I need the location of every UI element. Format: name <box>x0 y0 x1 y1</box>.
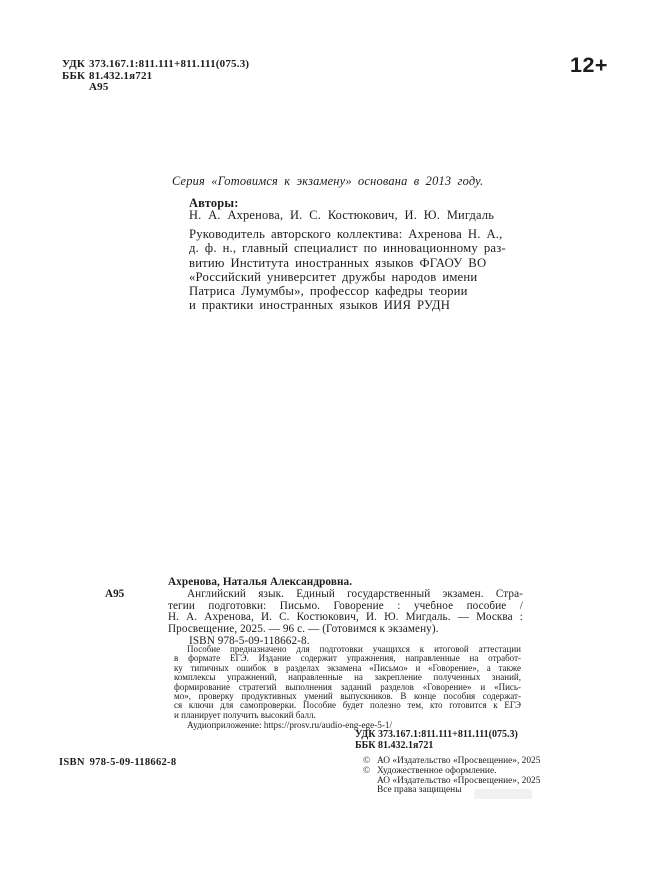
udk-label: УДК <box>62 58 86 70</box>
copyright-text: АО «Издательство «Просвещение», 2025 <box>377 775 541 786</box>
leader-line: Руководитель авторского коллектива: Ахренова Н. А., <box>189 227 503 241</box>
series-note: Серия «Готовимся к экзамену» основана в 2013 году. <box>172 174 484 188</box>
annotation-line: в формате ЕГЭ. Издание содержит упражнения, направленные на отработ- <box>174 654 521 664</box>
annotation-line: формирование стратегий выполнения заданий разделов «Говорение» и «Пись- <box>174 682 521 692</box>
classification-block <box>62 59 249 94</box>
leader-line: и практики иностранных языков ИИЯ РУДН <box>189 298 451 313</box>
annotation-line: комплексы упражнений, направленные на закрепление полученных знаний, <box>174 673 521 683</box>
copyright-symbol: © <box>363 756 371 766</box>
age-rating-badge: 12+ <box>570 53 608 77</box>
catalog-code: А95 <box>105 588 125 600</box>
scan-artifact <box>474 789 532 799</box>
author-sign-code: А95 <box>89 81 109 94</box>
catalog-description-line: Английский язык. Единый государственный экзамен. Стра- <box>187 588 523 600</box>
leader-line: Патриса Лумумбы», профессор кафедры теории <box>189 284 468 299</box>
footer-isbn: ISBN 978-5-09-118662-8 <box>59 757 177 768</box>
authors-names: Н. А. Ахренова, И. С. Костюкович, И. Ю. Мигдаль <box>189 208 495 222</box>
copyright-symbol: © <box>363 765 371 776</box>
catalog-bbk-line: ББК 81.432.1я721 <box>355 739 434 751</box>
leader-line: «Российский университет дружбы народов имени <box>189 269 478 284</box>
audio-supplement-line: Аудиоприложение: https://prosv.ru/audio-eng-ege-5-1/ <box>187 720 393 730</box>
authors-label: Авторы: <box>189 196 239 210</box>
annotation-paragraph <box>174 645 521 720</box>
team-leader-paragraph <box>189 227 506 313</box>
catalog-description-line: Н. А. Ахренова, И. С. Костюкович, И. Ю. Мигдаль. — Москва : <box>168 612 523 624</box>
bbk-label: ББК <box>62 69 86 82</box>
leader-line: д. ф. н., главный специалист по инновационному раз- <box>189 241 506 256</box>
catalog-author-line: Ахренова, Наталья Александровна. <box>168 576 353 588</box>
annotation-line: и планирует получить высокий балл. <box>174 709 316 720</box>
catalog-classification-block <box>355 730 518 751</box>
bbk-value: 81.432.1я721 <box>89 69 153 82</box>
copyright-text: Художественное оформление. <box>377 765 497 776</box>
copyright-text: АО «Издательство «Просвещение», 2025 <box>377 756 541 766</box>
catalog-udk-line: УДК 373.167.1:811.111+811.111(075.3) <box>355 729 518 740</box>
annotation-line: мо», проверку продуктивных умений выпускников. В конце пособия содержат- <box>174 692 521 702</box>
copyright-symbol <box>363 786 377 796</box>
annotation-line: ся ключи для самопроверки. Пособие будет полезно тем, кто готовится к ЕГЭ <box>174 701 521 711</box>
copyright-text: Все права защищены <box>377 785 462 796</box>
udk-value: 373.167.1:811.111+811.111(075.3) <box>89 58 250 70</box>
copyright-symbol <box>363 777 377 787</box>
leader-line: витию Института иностранных языков ФГАОУ ВО <box>189 255 487 270</box>
catalog-isbn-line: ISBN 978-5-09-118662-8. <box>189 634 310 647</box>
catalog-description-line: тегии подготовки: Письмо. Говорение : учебное пособие / <box>168 600 523 612</box>
catalog-card <box>168 577 523 648</box>
annotation-line: Пособие предназначено для подготовки учащихся к итоговой аттестации <box>187 645 521 654</box>
annotation-line: ку типичных ошибок в разделах экзамена «Письмо» и «Говорение», а также <box>174 663 521 673</box>
catalog-description-line: Просвещение, 2025. — 96 с. — (Готовимся к экзамену). <box>168 623 439 636</box>
